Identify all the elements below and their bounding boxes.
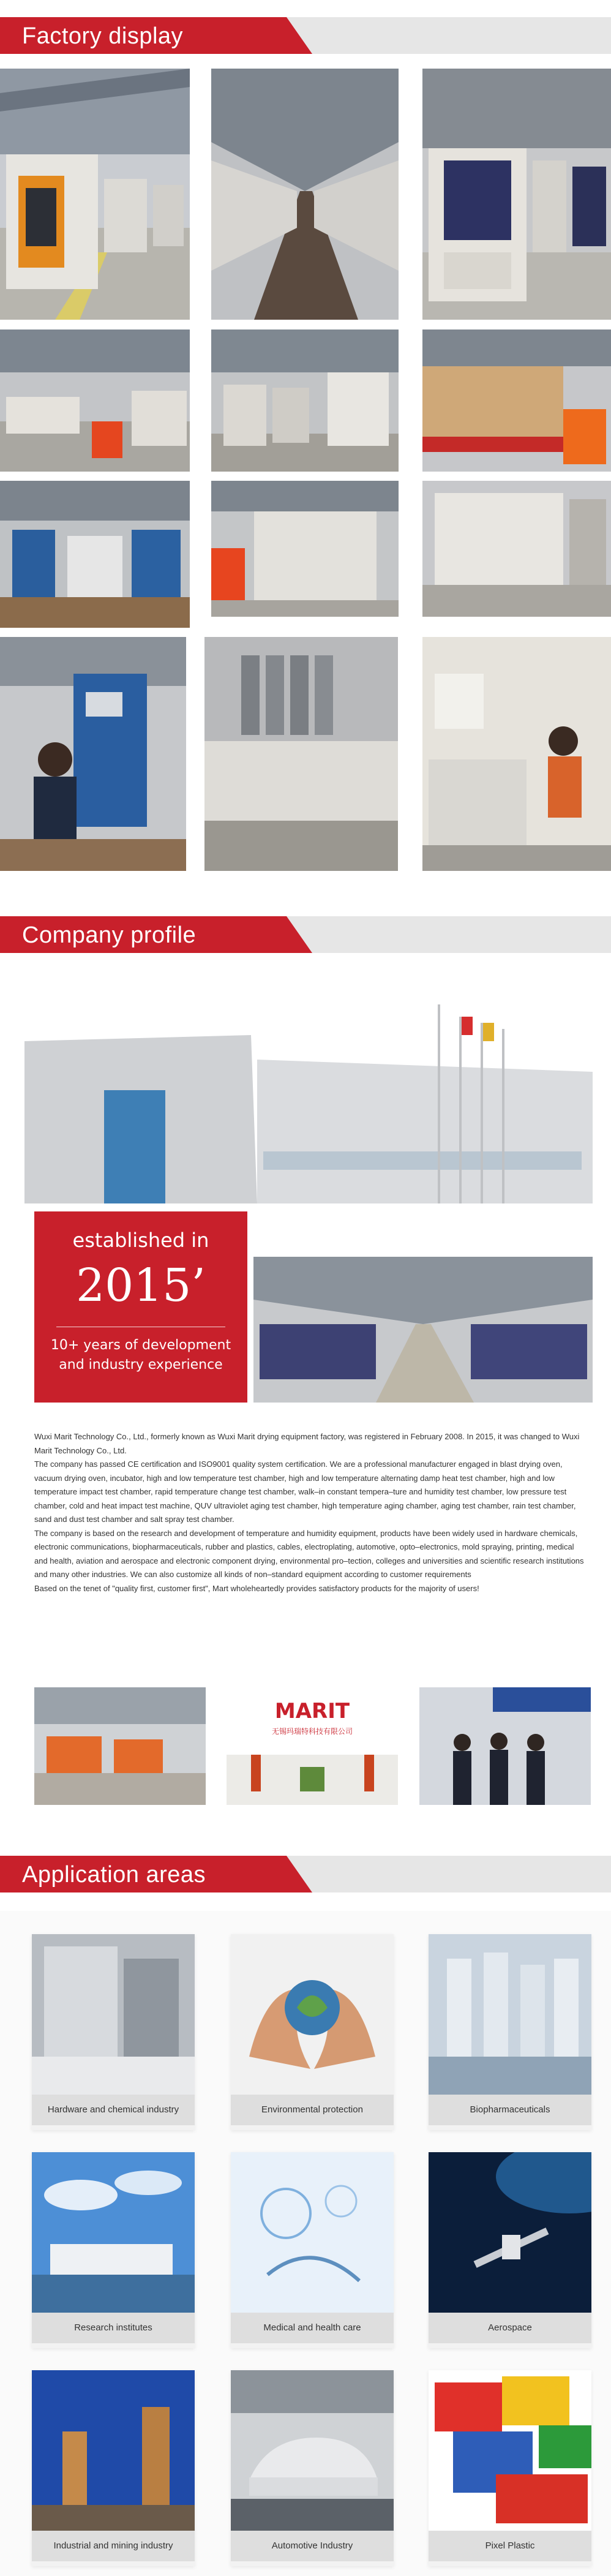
application-label: Hardware and chemical industry bbox=[32, 2095, 195, 2125]
factory-photo-chambers-row bbox=[211, 330, 399, 472]
established-year: 2015’ bbox=[76, 1259, 206, 1312]
company-building-photo bbox=[24, 1004, 593, 1203]
office-sign-brand: MARIT bbox=[274, 1699, 350, 1723]
factory-photo-truck-loading bbox=[422, 330, 611, 472]
application-image bbox=[231, 2370, 394, 2531]
application-image bbox=[231, 2152, 394, 2313]
application-card-environmental bbox=[231, 1934, 394, 2130]
factory-photo-forklift bbox=[0, 330, 190, 472]
profile-paragraph: The company is based on the research and development of temperature and humidity equipment, products have been widely used in hardware chemicals, electronic communications, biopharmaceuticals, rubber and plastics, cables, electroplating, automotive, opto–electronics, mold spraying, printing, medical and health, aviation and aerospace and electronic component drying, environmental pro–tection, colleges and universities and scientific research institutions and many other industries. We can also customize all kinds of non–standard equipment according to customer requirements bbox=[34, 1528, 584, 1579]
established-subtext-line-1: 10+ years of development bbox=[50, 1338, 231, 1353]
profile-section-header bbox=[0, 916, 611, 953]
application-label: Environmental protection bbox=[231, 2095, 394, 2125]
factory-photo-panels bbox=[422, 481, 611, 617]
factory-photo-gas-cylinders bbox=[204, 637, 398, 871]
profile-paragraph: Based on the tenet of "quality first, customer first", Mart wholeheartedly provides satisfactory products for the majority of users! bbox=[34, 1583, 479, 1593]
factory-photo-sheet-metal bbox=[0, 481, 190, 628]
application-label: Biopharmaceuticals bbox=[429, 2095, 591, 2125]
factory-photo-test-chamber-orange bbox=[0, 69, 190, 320]
section-title: Application areas bbox=[22, 1862, 206, 1888]
application-card-biopharma bbox=[429, 1934, 591, 2130]
application-image bbox=[231, 1934, 394, 2095]
company-profile-text bbox=[34, 1430, 589, 1595]
application-card-industrial bbox=[32, 2370, 195, 2566]
company-workshop-photo bbox=[253, 1257, 593, 1403]
application-card-automotive bbox=[231, 2370, 394, 2566]
factory-photo-chamber-forklift bbox=[211, 481, 399, 617]
application-card-medical bbox=[231, 2152, 394, 2348]
factory-photo-worker-blue-machine bbox=[0, 637, 186, 871]
application-label: Aerospace bbox=[429, 2313, 591, 2343]
application-card-plastic bbox=[429, 2370, 591, 2566]
established-label: established in bbox=[72, 1229, 209, 1252]
factory-photo-technician bbox=[422, 637, 611, 871]
application-label: Industrial and mining industry bbox=[32, 2531, 195, 2561]
section-title: Factory display bbox=[22, 23, 184, 49]
application-label: Research institutes bbox=[32, 2313, 195, 2343]
application-label: Pixel Plastic bbox=[429, 2531, 591, 2561]
factory-section-header bbox=[0, 17, 611, 54]
application-image bbox=[429, 2370, 591, 2531]
office-photo bbox=[34, 1687, 206, 1805]
application-image bbox=[429, 1934, 591, 2095]
office-sign-subtitle: 无锡玛瑞特科技有限公司 bbox=[271, 1727, 353, 1736]
application-section-header bbox=[0, 1856, 611, 1892]
factory-photo-workshop-hall bbox=[211, 69, 399, 320]
application-card-aerospace bbox=[429, 2152, 591, 2348]
section-title: Company profile bbox=[22, 922, 197, 948]
factory-photo-navy-chamber bbox=[422, 69, 611, 320]
application-image bbox=[32, 2152, 195, 2313]
established-subtext-line-2: and industry experience bbox=[59, 1357, 223, 1373]
application-card-hardware bbox=[32, 1934, 195, 2130]
profile-paragraph: The company has passed CE certification and ISO9001 quality system certification. We are a professional manufacturer engaged in blast drying oven, vacuum drying oven, incubator, high and low temperature test chamber, high and low temperature alternating damp heat test chamber, high and low temperature impact test chamber, rapid temperature change test chamber, walk–in constant tempera–ture and humidity test chamber, low pressure test chamber, cold and heat impact test machine, QUV ultraviolet aging test chamber, high temperature aging chamber, aging test chamber, rain test chamber, sand and dust test chamber and salt spray test chamber. bbox=[34, 1459, 576, 1524]
reception-sign-photo bbox=[227, 1687, 398, 1805]
exhibition-photo bbox=[419, 1687, 591, 1805]
established-banner bbox=[34, 1211, 247, 1403]
application-image bbox=[429, 2152, 591, 2313]
profile-paragraph: Wuxi Marit Technology Co., Ltd., formerly known as Wuxi Marit drying equipment factory, was registered in February 2008. In 2015, it was changed to Wuxi Marit Technology Co., Ltd. bbox=[34, 1432, 580, 1455]
established-subtext bbox=[34, 1336, 247, 1375]
application-image bbox=[32, 1934, 195, 2095]
application-image bbox=[32, 2370, 195, 2531]
application-label: Automotive Industry bbox=[231, 2531, 394, 2561]
application-card-research bbox=[32, 2152, 195, 2348]
application-label: Medical and health care bbox=[231, 2313, 394, 2343]
